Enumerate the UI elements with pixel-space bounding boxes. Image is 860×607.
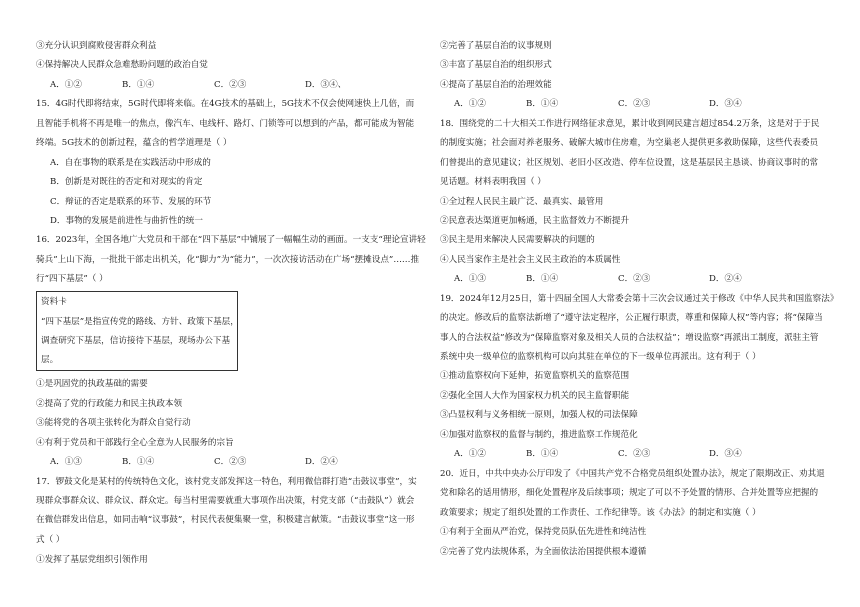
info-card-text: 调查研究下基层，信访接待下基层，现场办公下基 (41, 336, 231, 346)
info-card-text: 层。 (41, 355, 59, 365)
info-card (36, 291, 238, 371)
q17-stem: 式（ ） (36, 535, 65, 545)
q18-stem: 18．围绕党的二十大相关工作进行网络征求意见，累计收到网民建言超过854.2万条，这是对于于民 (440, 119, 820, 129)
q19-stem: 事人的合法权益”修改为“保障监察对象及相关人员的合法权益”；增设监察“再派出工制度，派驻主管 (440, 333, 819, 343)
q16-item: ①是巩固党的执政基础的需要 (36, 379, 148, 389)
q15-choice-c[interactable]: C．辩证的否定是联系的环节、发展的环节 (50, 197, 212, 207)
q15-choice-a[interactable]: A．自在事物的联系是在实践活动中形成的 (50, 158, 211, 168)
q18-stem: 见话题。材料表明我国（ ） (440, 177, 546, 187)
q15-stem: 终端。5G技术的创新过程，蕴含的哲学道理是（ ） (36, 138, 232, 148)
q16-item: ②提高了党的行政能力和民主执政本领 (36, 399, 183, 409)
option-d[interactable]: D．②④ (709, 274, 742, 284)
q20-stem: 20．近日，中共中央办公厅印发了《中国共产党不合格党员组织处置办法》，规定了限期改正、劝其退 (440, 469, 825, 479)
info-card-text: “四下基层”是指宣传党的路线、方针、政策下基层， (41, 317, 239, 327)
q19-item: ①推动监察权向下延伸，拓宽监察机关的监察范围 (440, 371, 630, 381)
option-c[interactable]: C．②③ (618, 449, 651, 459)
q17-item: ②完善了基层自治的议事规则 (440, 41, 552, 51)
q18-item: ②民意表达渠道更加畅通，民主监督效力不断提升 (440, 216, 630, 226)
q15-stem: 15．4G时代即将结束，5G时代即将来临。在4G技术的基础上，5G技术不仅会使网速快上几倍，而 (36, 99, 415, 109)
answer-item: ③充分认识到腐败侵害群众利益 (36, 41, 157, 51)
option-d[interactable]: D．③④ (709, 99, 742, 109)
q17-item: ①发挥了基层党组织引领作用 (36, 555, 148, 565)
q19-stem: 系统中央一级单位的监察机构可以向其驻在单位的下一级单位再派出。这有利于（ ） (440, 352, 761, 362)
option-c[interactable]: C．②③ (618, 99, 651, 109)
option-b[interactable]: B．①④ (526, 99, 559, 109)
option-d[interactable]: D．②④ (305, 457, 338, 467)
q16-stem: 16．2023年，全国各地广大党员和干部在“四下基层”中铺展了一幅幅生动的画面。一支支“理论宣讲轻 (36, 235, 426, 245)
q19-stem: 19．2024年12月25日，第十四届全国人大常委会第十三次会议通过关于修改《中华人民共和国监察法》 (440, 294, 839, 304)
q18-item: ④人民当家作主是社会主义民主政治的本质属性 (440, 255, 621, 265)
q18-item: ③民主是用来解决人民需要解决的问题的 (440, 235, 595, 245)
option-d[interactable]: D．③④、 (305, 80, 347, 90)
q17-stem: 现群众事群众议、群众议、群众定。每当村里需要就重大事项作出决策，村党支部（“击鼓队”）就会 (36, 496, 415, 506)
option-b[interactable]: B．①④ (122, 80, 155, 90)
q17-stem: 17．锣鼓文化是某村的传统特色文化，该村党支部发挥这一特色，利用微信群打造“击鼓议事堂”，实 (36, 477, 417, 487)
option-a[interactable]: A．①② (454, 99, 486, 109)
option-b[interactable]: B．①④ (122, 457, 155, 467)
option-a[interactable]: A．①③ (50, 457, 82, 467)
q20-item: ②完善了党内法规体系，为全面依法治国提供根本遵循 (440, 547, 647, 557)
option-d[interactable]: D．③④ (709, 449, 742, 459)
answer-item: ④保持解决人民群众急难愁盼问题的政治自觉 (36, 60, 208, 70)
q16-item: ③能将党的各项主张转化为群众自觉行动 (36, 418, 191, 428)
q17-item: ④提高了基层自治的治理效能 (440, 80, 552, 90)
q17-item: ③丰富了基层自治的组织形式 (440, 60, 552, 70)
option-a[interactable]: A．①③ (454, 274, 486, 284)
q16-stem: 行“四下基层”（ ） (36, 274, 108, 284)
q20-stem: 党和除名的适用情形，细化处置程序及后续事项；规定了可以不予处置的情形、合并处置等应把握的 (440, 488, 819, 498)
option-c[interactable]: C．②③ (214, 80, 247, 90)
q15-choice-b[interactable]: B．创新是对既往的否定和对现实的肯定 (50, 177, 203, 187)
q15-choice-d[interactable]: D．事物的发展是前进性与曲折性的统一 (50, 216, 203, 226)
q19-item: ④加强对监察权的监督与制约，推进监察工作规范化 (440, 430, 638, 440)
q20-item: ①有利于全面从严治党，保持党员队伍先进性和纯洁性 (440, 527, 647, 537)
q17-stem: 在微信群发出信息，如同击响“议事鼓”，村民代表便集聚一堂，积极建言献策。“击鼓议事堂”这一形 (36, 515, 415, 525)
option-a[interactable]: A．①② (454, 449, 486, 459)
q16-stem: 骑兵”上山下海，一批批干部走出机关，化“脚力”为“能力”，一次次接访活动在广场“摆摊设点”……推 (36, 255, 420, 265)
option-c[interactable]: C．②③ (618, 274, 651, 284)
q18-stem: 们曾提出的意见建议；社区规划、老旧小区改造、停车位设置，这是基层民主恳谈、协商议事时的常 (440, 158, 819, 168)
option-c[interactable]: C．②③ (214, 457, 247, 467)
q18-stem: 的制度实施；社会面对养老服务、破解大城市住房难，为空巢老人提供更多救助保障，这些代表委员 (440, 138, 819, 148)
q19-stem: 的决定。修改后的监察法新增了“遵守法定程序，公正履行职责，尊重和保障人权”等内容；将“保障当 (440, 313, 823, 323)
q15-stem: 且智能手机将不再是唯一的焦点，像汽车、电线杆、路灯、门锁等可以想到的产品，都可能成为智能 (36, 119, 415, 129)
q16-item: ④有利于党员和干部践行全心全意为人民服务的宗旨 (36, 438, 234, 448)
q18-item: ①全过程人民民主最广泛、最真实、最管用 (440, 197, 604, 207)
option-a[interactable]: A．①② (50, 80, 82, 90)
option-b[interactable]: B．①④ (526, 449, 559, 459)
q20-stem: 政策要求；规定了组织处置的工作责任、工作纪律等。该《办法》的制定和实施（ ） (440, 508, 761, 518)
q19-item: ②强化全国人大作为国家权力机关的民主监督职能 (440, 391, 630, 401)
option-b[interactable]: B．①④ (526, 274, 559, 284)
q19-item: ③凸显权利与义务相统一原则，加强人权的司法保障 (440, 410, 638, 420)
info-card-title: 资料卡 (41, 297, 67, 307)
